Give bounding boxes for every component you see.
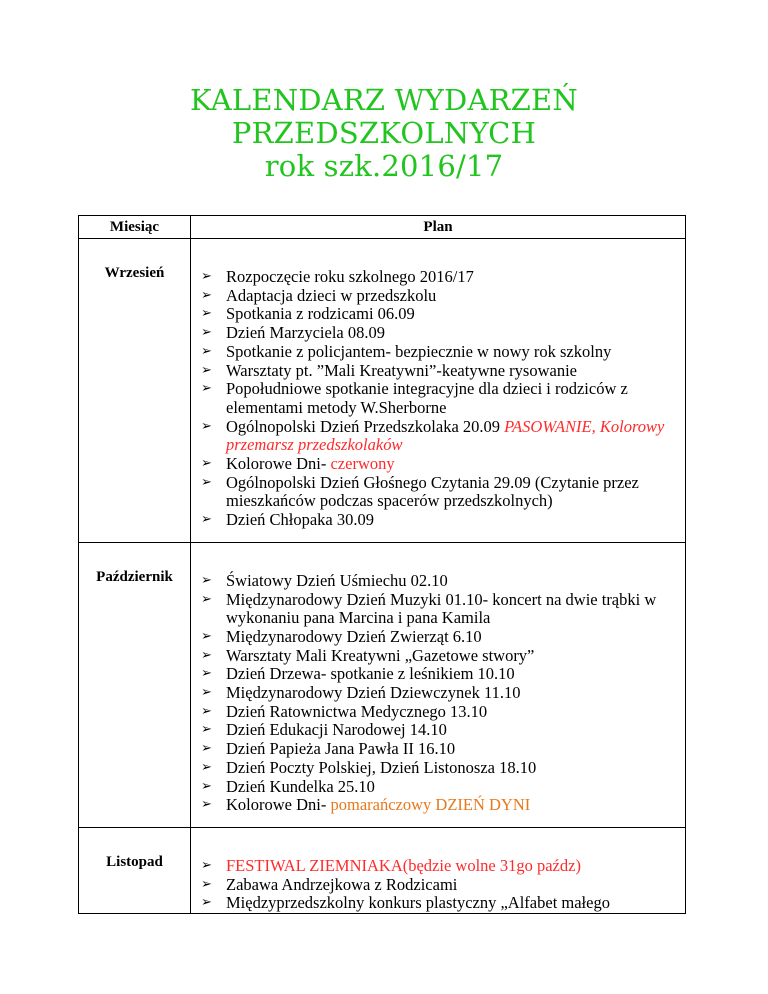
- arrow-bullet-icon: ➢: [201, 666, 212, 682]
- list-item: ➢ Dzień Drzewa- spotkanie z leśnikiem 10.10: [201, 664, 515, 684]
- arrow-bullet-icon: ➢: [201, 591, 212, 607]
- arrow-bullet-icon: ➢: [201, 287, 212, 303]
- list-item: ➢ Międzyprzedszkolny konkurs plastyczny „Alfabet małego: [201, 893, 610, 913]
- arrow-bullet-icon: ➢: [201, 759, 212, 775]
- list-item: ➢ Adaptacja dzieci w przedszkolu: [201, 285, 437, 305]
- arrow-bullet-icon: ➢: [201, 325, 212, 341]
- list-item: ➢ Warsztaty pt. ”Mali Kreatywni”-keatywne rysowanie: [201, 360, 577, 380]
- month-cell: Październik: [79, 542, 191, 827]
- arrow-bullet-icon: ➢: [201, 703, 212, 719]
- header-month: Miesiąc: [79, 216, 191, 239]
- highlight-text: PASOWANIE, Kolorowy przemarsz przedszkolaków: [226, 416, 665, 455]
- list-item: ➢ Dzień Ratownictwa Medycznego 13.10: [201, 701, 488, 721]
- arrow-bullet-icon: ➢: [201, 381, 212, 397]
- list-item: ➢ Kolorowe Dni- czerwony: [201, 454, 395, 474]
- arrow-bullet-icon: ➢: [201, 857, 212, 873]
- title-line-2: PRZEDSZKOLNYCH: [231, 116, 537, 150]
- list-item: ➢ Rozpoczęcie roku szkolnego 2016/17: [201, 267, 474, 286]
- month-cell: Listopad: [79, 827, 191, 913]
- list-item: ➢ Spotkania z rodzicami 06.09: [201, 304, 415, 324]
- list-item: ➢ Dzień Edukacji Narodowej 14.10: [201, 720, 447, 740]
- plan-cell: [191, 239, 686, 543]
- arrow-bullet-icon: ➢: [201, 343, 212, 359]
- arrow-bullet-icon: ➢: [201, 474, 212, 490]
- list-item: ➢ Kolorowe Dni- pomarańczowy DZIEŃ DYNI: [201, 795, 531, 815]
- arrow-bullet-icon: ➢: [201, 456, 212, 472]
- list-item: [201, 855, 679, 876]
- list-item: ➢ Międzynarodowy Dzień Muzyki 01.10- koncert na dwie trąbki w wykonaniu pana Marcina i pana Kamila: [201, 589, 657, 628]
- list-item: ➢ Dzień Papieża Jana Pawła II 16.10: [201, 739, 456, 759]
- arrow-bullet-icon: ➢: [201, 797, 212, 813]
- month-cell: Wrzesień: [79, 239, 191, 543]
- plan-list: [191, 239, 685, 542]
- list-item: ➢ Dzień Chłopaka 30.09: [201, 510, 375, 530]
- list-item: ➢ Popołudniowe spotkanie integracyjne dla dzieci i rodziców z elementami metody W.Sherborne: [201, 379, 628, 417]
- events-table: [78, 215, 686, 914]
- list-item: ➢ Zabawa Andrzejkowa z Rodzicami: [201, 874, 458, 894]
- arrow-bullet-icon: ➢: [201, 628, 212, 644]
- title-line-3: rok szk.2016/17: [264, 149, 504, 183]
- plan-cell: [191, 827, 686, 913]
- arrow-bullet-icon: ➢: [201, 362, 212, 378]
- arrow-bullet-icon: ➢: [201, 722, 212, 738]
- list-item: ➢ Warsztaty Mali Kreatywni „Gazetowe stwory”: [201, 645, 535, 665]
- list-item: ➢ Dzień Marzyciela 08.09: [201, 323, 385, 343]
- list-item: ➢ Światowy Dzień Uśmiechu 02.10: [201, 570, 448, 590]
- list-item: ➢ Dzień Kundelka 25.10: [201, 776, 375, 796]
- table-row: [79, 542, 686, 827]
- table-row: [79, 827, 686, 913]
- list-item: ➢ Dzień Poczty Polskiej, Dzień Listonosza 18.10: [201, 757, 537, 777]
- page-title: [0, 84, 768, 183]
- plan-cell: [191, 542, 686, 827]
- plan-list: [191, 828, 685, 913]
- arrow-bullet-icon: ➢: [201, 306, 212, 322]
- arrow-bullet-icon: ➢: [201, 895, 212, 911]
- arrow-bullet-icon: ➢: [201, 572, 212, 588]
- highlight-text: FESTIWAL ZIEMNIAKA(będzie wolne 31go paźdz): [226, 855, 581, 875]
- arrow-bullet-icon: ➢: [201, 269, 212, 284]
- arrow-bullet-icon: ➢: [201, 876, 212, 892]
- list-item: ➢ Ogólnopolski Dzień Głośnego Czytania 29.09 (Czytanie przez mieszkańców podczas spacerów przedszkolnych): [201, 472, 639, 511]
- arrow-bullet-icon: ➢: [201, 647, 212, 663]
- title-line-1: KALENDARZ WYDARZEŃ: [190, 83, 578, 117]
- list-item: ➢ Ogólnopolski Dzień Przedszkolaka 20.09 PASOWANIE, Kolorowy przemarsz przedszkolaków: [201, 416, 665, 455]
- arrow-bullet-icon: ➢: [201, 512, 212, 528]
- highlight-text: czerwony: [330, 454, 395, 474]
- arrow-bullet-icon: ➢: [201, 685, 212, 701]
- arrow-bullet-icon: ➢: [201, 778, 212, 794]
- table-header-row: [79, 216, 686, 239]
- arrow-bullet-icon: ➢: [201, 418, 212, 434]
- table-row: [79, 239, 686, 543]
- header-plan: Plan: [191, 216, 686, 239]
- arrow-bullet-icon: ➢: [201, 741, 212, 757]
- list-item: ➢ Międzynarodowy Dzień Dziewczynek 11.10: [201, 683, 521, 703]
- list-item: ➢ Międzynarodowy Dzień Zwierząt 6.10: [201, 626, 482, 646]
- list-item: ➢ Spotkanie z policjantem- bezpiecznie w nowy rok szkolny: [201, 341, 612, 361]
- highlight-text: pomarańczowy DZIEŃ DYNI: [330, 795, 531, 815]
- plan-list: [191, 543, 685, 827]
